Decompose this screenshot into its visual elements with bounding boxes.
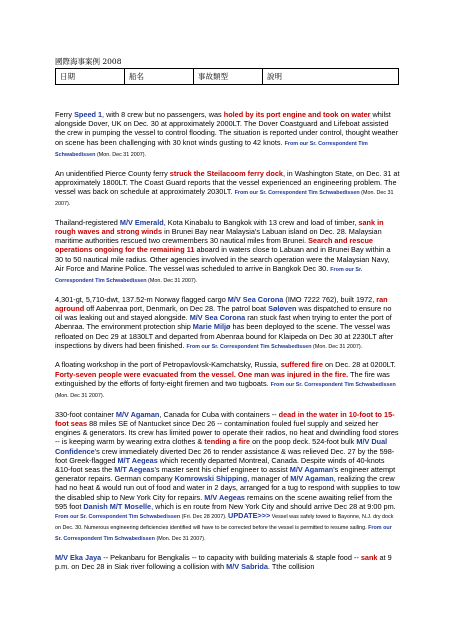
vessel-name: M/V Sea Corona: [227, 294, 284, 304]
highlight-text: sank in rough waves and strong winds: [55, 217, 384, 237]
paragraph-text: (Mon. Dec 31 2007).: [55, 189, 394, 208]
source-credit: From our Sr. Correspondent Tim Schwabedissen: [234, 189, 360, 196]
paragraph-text: (Mon. Dec 31 2007).: [154, 536, 206, 543]
highlight-text: dead in the water in 10-foot to 15-foot seas: [55, 409, 395, 428]
paragraph-text: The fire was extinguished by the efforts of forty-eight firemen and two tugboats.: [55, 369, 390, 388]
paragraph-text: (Mon. Dec 31 2007).: [146, 278, 198, 285]
paragraph-text: has been deployed to the scene. The vessel was refloated on Dec 29 at 1830LT and departed from Abenraa bound for Klaipeda on Dec 30 at 2230LT after inspections by divers had been finished.: [55, 322, 394, 350]
paragraph-text: , realizing the crew had no heat & would run out of food and water in 2 days, arranged for a tug to respond with supplies to tow the disabled ship to New York City for repairs.: [55, 474, 400, 502]
paragraph-text: 88 miles SE of Nantucket since Dec 26 -- contamination fouled fuel supply and seized her engines & generators. Its crew has limited power to operate their radios, no heat and dwindling food stores -- is keeping warm by wearing extra clothes &: [55, 418, 399, 447]
paragraph-text: A floating workshop in the port of Petropavlovsk-Kamchatsky, Russia,: [55, 360, 281, 370]
paragraph-text: (Mon. Dec 31 2007).: [55, 393, 105, 400]
highlight-text: struck the Steilacoom ferry dock: [169, 168, 283, 178]
paragraph-text: ran stuck fast when trying to enter the port of Abenraa. The environment protection ship: [55, 313, 392, 332]
paragraph-text: (Mon. Dec 31 2007).: [311, 343, 363, 350]
paragraph-text: 's engineer attempt generator repairs. German company: [55, 465, 396, 484]
highlight-text: Search and rescue operations ongoing for the remaining 11: [55, 236, 373, 255]
paragraph-text: An unidentified Pierce County ferry: [55, 168, 170, 178]
source-credit: From our Sr. Correspondent Tim Schwabedissen: [55, 266, 363, 285]
incident-paragraph: [55, 218, 400, 286]
paragraph-text: , manager of: [247, 474, 291, 484]
paragraph-text: , Kota Kinabalu to Bangkok with 13 crew and load of timber,: [163, 217, 359, 227]
incident-paragraph: [55, 110, 400, 160]
vessel-name: M/T Aegeas: [117, 455, 158, 465]
vessel-name: M/T Aegeas: [114, 465, 155, 474]
source-credit: From our Sr. Correspondent Tim Schwabedissen: [186, 343, 312, 350]
highlight-text: Forty-seven people were evacuated from the vessel. One man was injured in the fire.: [55, 369, 349, 379]
highlight-text: tending a fire: [204, 437, 251, 447]
paragraph-text: in Brunei Bay near Malaysia's Labuan island on Dec. 28. Malaysian maritime authorities rescued two crewmembers 30 nautical miles from Brunei.: [55, 227, 382, 246]
paragraph-text: was dispatched to ensure no oil was leaking out and stayed alongside.: [55, 303, 392, 323]
vessel-name: M/V Agaman: [289, 465, 334, 474]
paragraph-text: 's crew immediately diverted Dec 26 to render assistance & was relieved Dec. 27 by the 598-foot Greek-flagged: [55, 446, 395, 465]
vessel-name: Danish M/T Moselle: [83, 501, 152, 511]
case-table-header: [55, 68, 399, 85]
source-credit: From our Sr. Correspondent Tim Schwabedissen: [55, 525, 392, 543]
paragraph-text: off Aabenraa port, Denmark, on Dec 28. The patrol boat: [84, 303, 269, 313]
paragraph-text: Ferry: [55, 110, 75, 119]
vessel-name: Komrowski Shipping: [174, 474, 248, 484]
vessel-name: M/V Sea Corona: [189, 313, 246, 323]
highlight-text: suffered fire: [280, 360, 323, 370]
paragraph-text: (Fri. Dec 28 2007).: [180, 514, 229, 521]
source-credit: From our Sr. Correspondent Tim Schwabedissen: [55, 514, 181, 521]
col-incident-type: 事故類型: [194, 69, 263, 85]
vessel-name: M/V Dual Confidence: [55, 437, 388, 456]
paragraph-text: , which is en route from New York City and should arrive Dec 28 at 9:00 pm.: [151, 501, 396, 511]
vessel-name: M/V Aegeas: [204, 492, 245, 502]
paragraph-text: which recently departed Montreal, Canada. Despite winds of 40-knots &10-foot seas the: [55, 455, 385, 474]
highlight-text: holed by its port engine and took on water: [223, 110, 371, 119]
paragraph-text: on Dec. 28 at 0200LT.: [322, 360, 396, 370]
col-description: 說明: [263, 69, 399, 85]
paragraph-text: on the poop deck. 524-foot bulk: [250, 437, 357, 447]
paragraph-text: 's master sent his chief engineer to assist: [154, 465, 290, 474]
document-body: [55, 110, 400, 580]
paragraph-text: remains on the scene awaiting relief from the 595 foot: [55, 492, 393, 511]
paragraph-text: , with 8 crew but no passengers, was: [102, 110, 224, 119]
document-title: 國際海事案例 2008: [55, 57, 122, 66]
paragraph-text: aboard in waters close to Labuan and in Brunei Bay within a 30 to 50 nautical mile radius. Other agencies involved in the search operation were the Malaysian Navy, Air Force and Marine Police. The vessel was scheduled to arrive in Bangkok Dec 30.: [55, 245, 391, 273]
paragraph-text: (IMO 7222 762), built 1972,: [283, 294, 377, 304]
col-vessel: 船名: [125, 69, 194, 85]
source-credit: From our Sr. Correspondent Tim Schwabedissen: [55, 140, 368, 158]
paragraph-text: whilst alongside Dover, UK on Dec. 30 at approximately 2000LT. The Dover Coastguard and Lifeboat assisted the crew in pumping the vessel to control flooding. The situation is reported under control, thought weather on scene has been challenging with 30 knot winds gusting to 42 knots.: [55, 110, 399, 147]
paragraph-text: -- Pekanbaru for Bengkalis -- to capacity with building materials & staple food --: [101, 553, 361, 563]
vessel-name: M/V Agaman: [290, 474, 334, 484]
paragraph-text: Vessel was safely towed to Bayonne, N.J. dry dock on Dec. 30. Numerous engineering deficiencies identified will have to be corrected before the vessel is permitted to resume sailing.: [55, 514, 394, 532]
vessel-name: Søløven: [268, 303, 297, 313]
paragraph-text: . Tthe collision: [267, 562, 315, 572]
highlight-text: sank: [360, 553, 378, 563]
paragraph-text: 4,301-gt, 5,710-dwt, 137.52-m Norway flagged cargo: [55, 294, 228, 304]
paragraph-text: UPDATE>>>: [228, 511, 271, 521]
paragraph-text: 330-foot container: [55, 409, 116, 419]
vessel-name: M/V Sabrida: [226, 562, 268, 572]
incident-paragraph: [55, 553, 400, 571]
col-date: 日期: [56, 69, 125, 85]
incident-paragraph: [55, 169, 400, 210]
paragraph-text: at 9 p.m. on Dec 28 in Siak river following a collision with: [55, 553, 392, 572]
incident-paragraph: [55, 410, 400, 545]
vessel-name: M/V Eka Jaya: [55, 553, 102, 563]
vessel-name: M/V Agaman: [115, 409, 160, 419]
paragraph-text: (Mon. Dec 31 2007).: [95, 151, 147, 158]
highlight-text: ran aground: [55, 294, 388, 313]
vessel-name: Marie Miljø: [192, 322, 231, 332]
vessel-name: M/V Emerald: [119, 217, 164, 227]
incident-paragraph: [55, 360, 400, 401]
vessel-name: Speed 1: [74, 110, 103, 119]
paragraph-text: , Canada for Cuba with containers --: [159, 409, 279, 419]
paragraph-text: , in Washington State, on Dec. 31 at approximately 1800LT. The Coast Guard reports that the vessel experienced an engineering problem. The vessel was back on schedule at approximately 2030LT.: [55, 168, 400, 196]
paragraph-text: Thailand-registered: [55, 217, 120, 227]
incident-paragraph: [55, 295, 400, 352]
source-credit: From our Sr. Correspondent Tim Schwabedissen: [270, 381, 396, 388]
